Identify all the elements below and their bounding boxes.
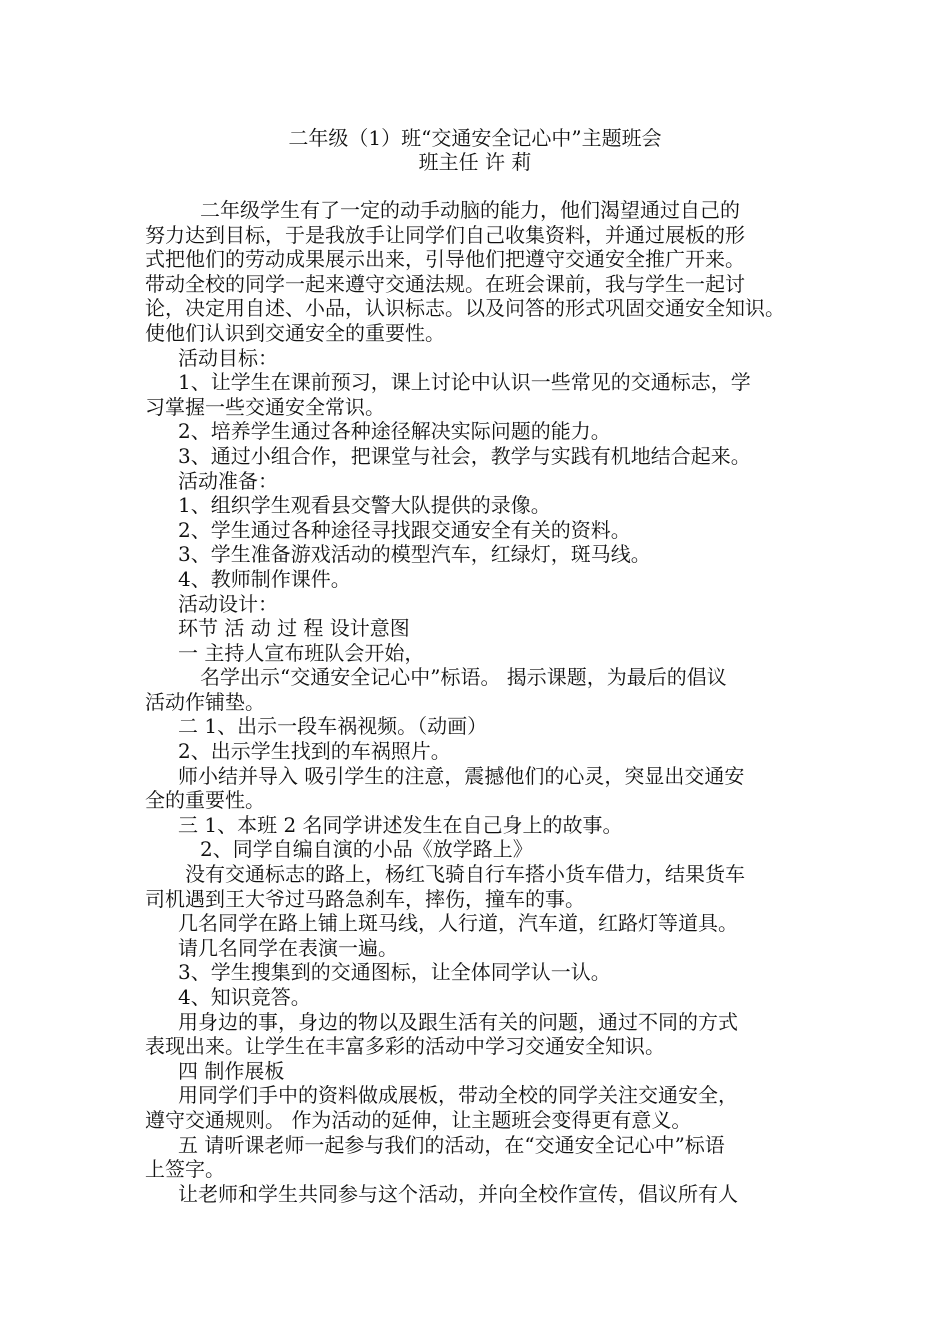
- list-item: 1、让学生在课前预习，课上讨论中认识一些常见的交通标志，学: [178, 370, 751, 395]
- step-line: 用身边的事，身边的物以及跟生活有关的问题，通过不同的方式: [178, 1009, 738, 1034]
- step-line: 五 请听课老师一起参与我们的活动，在“交通安全记心中”标语: [178, 1132, 725, 1157]
- step-line-continuation: 表现出来。让学生在丰富多彩的活动中学习交通安全知识。: [145, 1034, 665, 1059]
- step-line: 名学出示“交通安全记心中”标语。 揭示课题，为最后的倡议: [200, 665, 727, 690]
- step-line: 一 主持人宣布班队会开始，: [178, 640, 425, 665]
- paragraph-line: 论，决定用自述、小品，认识标志。以及问答的形式巩固交通安全知识。: [145, 296, 785, 321]
- list-item-continuation: 习掌握一些交通安全常识。: [145, 394, 385, 419]
- table-header-line: 环节 活 动 过 程 设计意图: [178, 616, 410, 641]
- step-line: 让老师和学生共同参与这个活动，并向全校作宣传，倡议所有人: [178, 1181, 738, 1206]
- paragraph-line: 式把他们的劳动成果展示出来，引导他们把遵守交通安全推广开来。: [145, 247, 745, 272]
- step-line: 用同学们手中的资料做成展板，带动全校的同学关注交通安全，: [178, 1083, 738, 1108]
- step-line: 请几名同学在表演一遍。: [178, 935, 398, 960]
- step-line-continuation: 上签字。: [145, 1157, 225, 1182]
- list-item: 2、学生通过各种途径寻找跟交通安全有关的资料。: [178, 517, 631, 542]
- document-author: 班主任 许 莉: [418, 150, 532, 174]
- section-heading: 活动准备：: [178, 468, 278, 493]
- step-line: 三 1、本班 2 名同学讲述发生在自己身上的故事。: [178, 812, 623, 837]
- step-line: 2、出示学生找到的车祸照片。: [178, 739, 451, 764]
- section-heading: 活动设计：: [178, 591, 278, 616]
- paragraph-line: 使他们认识到交通安全的重要性。: [145, 320, 445, 345]
- step-line: 4、知识竞答。: [178, 985, 311, 1009]
- step-line: 师小结并导入 吸引学生的注意，震撼他们的心灵，突显出交通安: [178, 763, 745, 788]
- step-line: 2、同学自编自演的小品《放学路上》: [200, 837, 533, 862]
- list-item: 3、学生准备游戏活动的模型汽车，红绿灯，斑马线。: [178, 542, 651, 567]
- paragraph-line: 二年级学生有了一定的动手动脑的能力，他们渴望通过自己的: [200, 198, 740, 222]
- step-line: 没有交通标志的路上，杨红飞骑自行车搭小货车借力，结果货车: [185, 862, 745, 887]
- section-heading: 活动目标：: [178, 345, 278, 370]
- step-line-continuation: 全的重要性。: [145, 788, 265, 813]
- list-item: 3、通过小组合作，把课堂与社会，教学与实践有机地结合起来。: [178, 443, 751, 468]
- step-line: 二 1、出示一段车祸视频。（动画）: [178, 714, 488, 739]
- step-line: 3、学生搜集到的交通图标，让全体同学认一认。: [178, 960, 611, 985]
- step-line: 四 制作展板: [178, 1058, 285, 1083]
- list-item: 2、培养学生通过各种途径解决实际问题的能力。: [178, 419, 611, 444]
- list-item: 1、组织学生观看县交警大队提供的录像。: [178, 493, 551, 518]
- paragraph-line: 带动全校的同学一起来遵守交通法规。在班会课前，我与学生一起讨: [145, 271, 745, 296]
- list-item: 4、教师制作课件。: [178, 566, 351, 591]
- document-title: 二年级（1）班“交通安全记心中”主题班会: [288, 126, 662, 150]
- step-line-continuation: 活动作铺垫。: [145, 689, 265, 714]
- step-line-continuation: 遵守交通规则。 作为活动的延伸，让主题班会变得更有意义。: [145, 1107, 692, 1132]
- step-line: 几名同学在路上铺上斑马线，人行道，汽车道，红路灯等道具。: [178, 911, 738, 936]
- document-body: [145, 198, 810, 1206]
- paragraph-line: 努力达到目标，于是我放手让同学们自己收集资料，并通过展板的形: [145, 222, 745, 247]
- step-line-continuation: 司机遇到王大爷过马路急刹车，摔伤，撞车的事。: [145, 886, 585, 911]
